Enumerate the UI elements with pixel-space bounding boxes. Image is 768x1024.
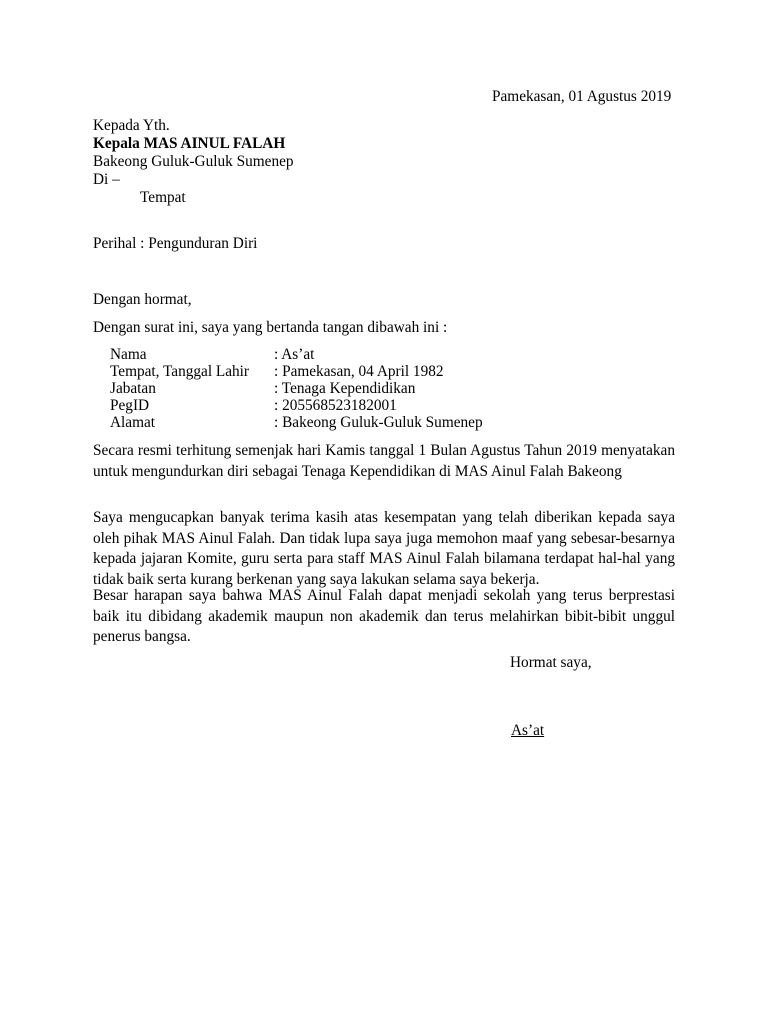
identity-value: : Tenaga Kependidikan — [274, 380, 416, 397]
salutation: Dengan hormat, — [93, 291, 192, 308]
identity-row-position — [110, 380, 610, 397]
identity-value: : As’at — [274, 346, 315, 363]
identity-row-name — [110, 346, 610, 363]
place-date: Pamekasan, 01 Agustus 2019 — [492, 88, 672, 105]
identity-row-pegid — [110, 397, 610, 414]
recipient-address: Bakeong Guluk-Guluk Sumenep — [93, 153, 294, 170]
recipient-place: Tempat — [140, 189, 186, 206]
identity-row-address — [110, 414, 610, 431]
recipient-di: Di – — [93, 171, 120, 188]
recipient-title: Kepala MAS AINUL FALAH — [93, 135, 286, 152]
intro-line: Dengan surat ini, saya yang bertanda tangan dibawah ini : — [93, 319, 448, 336]
identity-row-birth — [110, 363, 610, 380]
identity-label: PegID — [110, 397, 150, 414]
subject-line: Perihal : Pengunduran Diri — [93, 235, 258, 252]
identity-label: Tempat, Tanggal Lahir — [110, 363, 250, 380]
paragraph-hope: Besar harapan saya bahwa MAS Ainul Falah dapat menjadi sekolah yang terus berprestasi baik itu dibidang akademik maupun non akademik dan terus melahirkan bibit-bibit unggul penerus bangsa. — [93, 587, 675, 645]
paragraph-thanks: Saya mengucapkan banyak terima kasih atas kesempatan yang telah diberikan kepada saya oleh pihak MAS Ainul Falah. Dan tidak lupa saya juga memohon maaf yang sebesar-besarnya kepada jajaran Komite, guru serta para staff MAS Ainul Falah bilamana terdapat hal-hal yang tidak baik serta kurang berkenan yang saya lakukan selama saya bekerja. — [93, 509, 675, 588]
closing: Hormat saya, — [510, 654, 592, 671]
identity-value: : Bakeong Guluk-Guluk Sumenep — [274, 414, 483, 431]
recipient-greeting: Kepada Yth. — [93, 117, 170, 134]
identity-value: : 205568523182001 — [274, 397, 397, 414]
paragraph-resignation: Secara resmi terhitung semenjak hari Kamis tanggal 1 Bulan Agustus Tahun 2019 menyatakan untuk mengundurkan diri sebagai Tenaga Kependidikan di MAS Ainul Falah Bakeong — [93, 442, 675, 480]
identity-label: Nama — [110, 346, 147, 363]
identity-label: Jabatan — [110, 380, 156, 397]
identity-value: : Pamekasan, 04 April 1982 — [274, 363, 444, 380]
identity-label: Alamat — [110, 414, 156, 431]
signature-name: As’at — [511, 722, 545, 739]
